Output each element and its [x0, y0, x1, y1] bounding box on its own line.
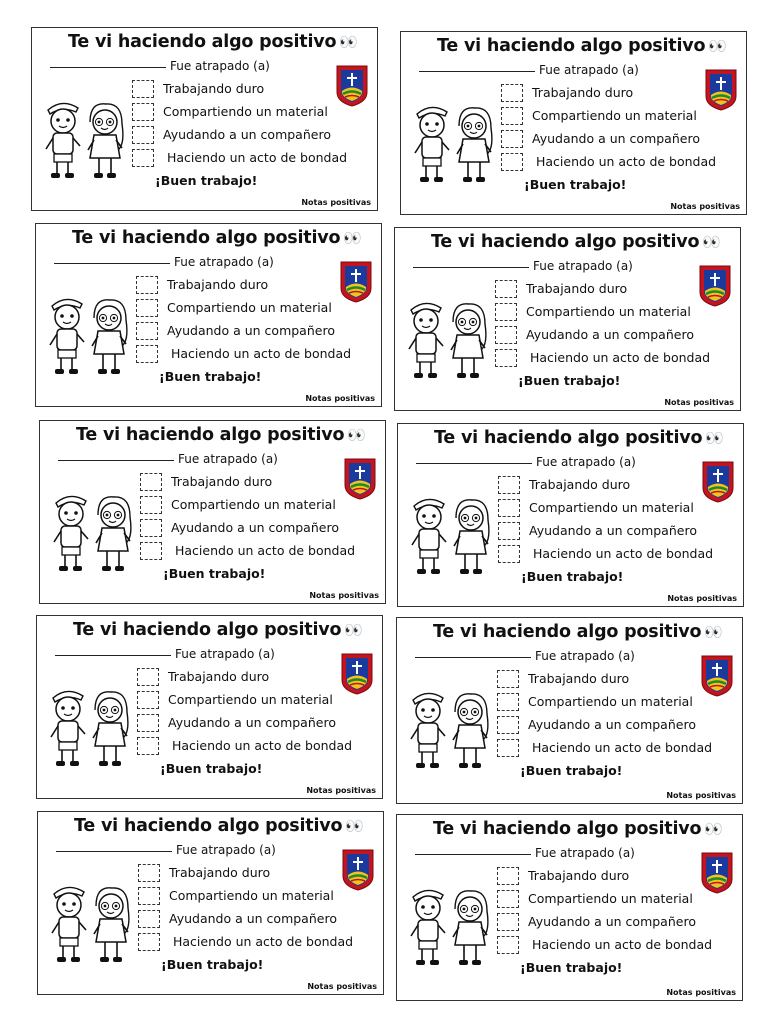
positive-note-card [39, 420, 386, 604]
school-crest-icon [700, 851, 734, 895]
school-crest-icon [335, 64, 369, 108]
school-crest-icon [339, 260, 373, 304]
children-illustration [46, 487, 142, 573]
checkbox[interactable] [136, 276, 158, 294]
school-crest-icon [701, 460, 735, 504]
praise-text: ¡Buen trabajo! [163, 566, 266, 581]
checkbox[interactable] [497, 867, 519, 885]
checkbox[interactable] [498, 476, 520, 494]
praise-text: ¡Buen trabajo! [524, 177, 627, 192]
student-name-line[interactable] [415, 854, 531, 855]
card-title: Te vi haciendo algo positivo 👀 [437, 36, 727, 56]
praise-text: ¡Buen trabajo! [518, 373, 621, 388]
checkbox[interactable] [497, 890, 519, 908]
option-label: Ayudando a un compañero [169, 911, 337, 926]
option-label: Ayudando a un compañero [526, 327, 694, 342]
caught-label: Fue atrapado (a) [535, 649, 635, 663]
praise-text: ¡Buen trabajo! [160, 761, 263, 776]
checkbox[interactable] [132, 149, 154, 167]
children-illustration [38, 94, 134, 180]
option-label: Trabajando duro [168, 669, 270, 684]
checkbox[interactable] [138, 933, 160, 951]
school-crest-icon [340, 652, 374, 696]
checkbox[interactable] [497, 716, 519, 734]
eyes-icon: 👀 [708, 37, 727, 55]
footer-label: Notas positivas [667, 594, 737, 603]
option-label: Haciendo un acto de bondad [175, 543, 356, 558]
card-title: Te vi haciendo algo positivo 👀 [431, 232, 721, 252]
student-name-line[interactable] [413, 267, 529, 268]
checkbox[interactable] [501, 153, 523, 171]
checkbox[interactable] [140, 542, 162, 560]
option-label: Compartiendo un material [528, 891, 693, 906]
positive-note-card [396, 617, 743, 804]
children-illustration [44, 878, 140, 964]
option-label: Trabajando duro [529, 477, 631, 492]
eyes-icon: 👀 [705, 429, 724, 447]
option-label: Trabajando duro [528, 868, 630, 883]
positive-note-card [394, 227, 741, 411]
eyes-icon: 👀 [343, 229, 362, 247]
option-label: Compartiendo un material [163, 104, 328, 119]
school-crest-icon [341, 848, 375, 892]
footer-label: Notas positivas [306, 786, 376, 795]
option-label: Ayudando a un compañero [528, 717, 696, 732]
option-label: Haciendo un acto de bondad [171, 346, 352, 361]
footer-label: Notas positivas [307, 982, 377, 991]
school-crest-icon [700, 654, 734, 698]
option-label: Ayudando a un compañero [168, 715, 336, 730]
caught-label: Fue atrapado (a) [170, 59, 270, 73]
checkbox[interactable] [137, 737, 159, 755]
option-label: Haciendo un acto de bondad [536, 154, 717, 169]
positive-note-card [396, 814, 743, 1001]
eyes-icon: 👀 [345, 817, 364, 835]
checkbox[interactable] [498, 545, 520, 563]
praise-text: ¡Buen trabajo! [159, 369, 262, 384]
checkbox[interactable] [140, 473, 162, 491]
student-name-line[interactable] [55, 655, 171, 656]
checkbox[interactable] [497, 739, 519, 757]
checkbox[interactable] [137, 691, 159, 709]
caught-label: Fue atrapado (a) [174, 255, 274, 269]
option-label: Haciendo un acto de bondad [532, 937, 713, 952]
checkbox[interactable] [495, 280, 517, 298]
option-label: Compartiendo un material [532, 108, 697, 123]
praise-text: ¡Buen trabajo! [161, 957, 264, 972]
checkbox[interactable] [501, 107, 523, 125]
positive-note-card [35, 223, 382, 407]
option-label: Ayudando a un compañero [163, 127, 331, 142]
footer-label: Notas positivas [305, 394, 375, 403]
eyes-icon: 👀 [347, 426, 366, 444]
children-illustration [403, 684, 499, 770]
student-name-line[interactable] [54, 263, 170, 264]
option-label: Haciendo un acto de bondad [530, 350, 711, 365]
eyes-icon: 👀 [704, 623, 723, 641]
checkbox[interactable] [498, 499, 520, 517]
student-name-line[interactable] [415, 657, 531, 658]
card-title: Te vi haciendo algo positivo 👀 [434, 428, 724, 448]
student-name-line[interactable] [419, 71, 535, 72]
option-label: Ayudando a un compañero [532, 131, 700, 146]
positive-note-card [37, 811, 384, 995]
eyes-icon: 👀 [339, 33, 358, 51]
checkbox[interactable] [497, 936, 519, 954]
student-name-line[interactable] [416, 463, 532, 464]
option-label: Haciendo un acto de bondad [167, 150, 348, 165]
caught-label: Fue atrapado (a) [176, 843, 276, 857]
footer-label: Notas positivas [309, 591, 379, 600]
student-name-line[interactable] [58, 460, 174, 461]
checkbox[interactable] [501, 130, 523, 148]
checkbox[interactable] [132, 103, 154, 121]
option-label: Compartiendo un material [526, 304, 691, 319]
praise-text: ¡Buen trabajo! [520, 763, 623, 778]
caught-label: Fue atrapado (a) [533, 259, 633, 273]
positive-note-card [400, 31, 747, 215]
footer-label: Notas positivas [664, 398, 734, 407]
positive-note-card [36, 615, 383, 799]
option-label: Compartiendo un material [167, 300, 332, 315]
option-label: Trabajando duro [167, 277, 269, 292]
praise-text: ¡Buen trabajo! [520, 960, 623, 975]
option-label: Haciendo un acto de bondad [172, 738, 353, 753]
checkbox[interactable] [495, 303, 517, 321]
card-title: Te vi haciendo algo positivo 👀 [68, 32, 358, 52]
card-title: Te vi haciendo algo positivo 👀 [433, 819, 723, 839]
checkbox[interactable] [136, 322, 158, 340]
checkbox[interactable] [501, 84, 523, 102]
children-illustration [42, 290, 138, 376]
school-crest-icon [704, 68, 738, 112]
option-label: Trabajando duro [169, 865, 271, 880]
checkbox[interactable] [132, 126, 154, 144]
checkbox[interactable] [138, 887, 160, 905]
card-title: Te vi haciendo algo positivo 👀 [73, 620, 363, 640]
option-label: Trabajando duro [526, 281, 628, 296]
caught-label: Fue atrapado (a) [178, 452, 278, 466]
eyes-icon: 👀 [704, 820, 723, 838]
children-illustration [401, 294, 497, 380]
positive-note-card [31, 27, 378, 211]
footer-label: Notas positivas [666, 791, 736, 800]
praise-text: ¡Buen trabajo! [521, 569, 624, 584]
card-title: Te vi haciendo algo positivo 👀 [74, 816, 364, 836]
option-label: Ayudando a un compañero [167, 323, 335, 338]
checkbox[interactable] [138, 864, 160, 882]
checkbox[interactable] [137, 714, 159, 732]
option-label: Trabajando duro [171, 474, 273, 489]
card-title: Te vi haciendo algo positivo 👀 [72, 228, 362, 248]
checkbox[interactable] [136, 345, 158, 363]
option-label: Compartiendo un material [171, 497, 336, 512]
checkbox[interactable] [497, 913, 519, 931]
footer-label: Notas positivas [301, 198, 371, 207]
children-illustration [403, 881, 499, 967]
checkbox[interactable] [132, 80, 154, 98]
checkbox[interactable] [140, 496, 162, 514]
school-crest-icon [343, 457, 377, 501]
option-label: Trabajando duro [163, 81, 265, 96]
option-label: Compartiendo un material [529, 500, 694, 515]
option-label: Compartiendo un material [169, 888, 334, 903]
checkbox[interactable] [495, 349, 517, 367]
option-label: Haciendo un acto de bondad [173, 934, 354, 949]
footer-label: Notas positivas [666, 988, 736, 997]
footer-label: Notas positivas [670, 202, 740, 211]
school-crest-icon [698, 264, 732, 308]
praise-text: ¡Buen trabajo! [155, 173, 258, 188]
checkbox[interactable] [138, 910, 160, 928]
option-label: Trabajando duro [528, 671, 630, 686]
checkbox[interactable] [497, 670, 519, 688]
option-label: Compartiendo un material [168, 692, 333, 707]
caught-label: Fue atrapado (a) [539, 63, 639, 77]
option-label: Compartiendo un material [528, 694, 693, 709]
children-illustration [407, 98, 503, 184]
children-illustration [404, 490, 500, 576]
children-illustration [43, 682, 139, 768]
student-name-line[interactable] [56, 851, 172, 852]
option-label: Ayudando a un compañero [529, 523, 697, 538]
caught-label: Fue atrapado (a) [535, 846, 635, 860]
card-title: Te vi haciendo algo positivo 👀 [433, 622, 723, 642]
checkbox[interactable] [497, 693, 519, 711]
positive-note-card [397, 423, 744, 607]
option-label: Haciendo un acto de bondad [532, 740, 713, 755]
checkbox[interactable] [498, 522, 520, 540]
eyes-icon: 👀 [702, 233, 721, 251]
option-label: Ayudando a un compañero [171, 520, 339, 535]
card-title: Te vi haciendo algo positivo 👀 [76, 425, 366, 445]
checkbox[interactable] [137, 668, 159, 686]
option-label: Haciendo un acto de bondad [533, 546, 714, 561]
checkbox[interactable] [136, 299, 158, 317]
caught-label: Fue atrapado (a) [536, 455, 636, 469]
checkbox[interactable] [140, 519, 162, 537]
eyes-icon: 👀 [344, 621, 363, 639]
caught-label: Fue atrapado (a) [175, 647, 275, 661]
checkbox[interactable] [495, 326, 517, 344]
option-label: Trabajando duro [532, 85, 634, 100]
option-label: Ayudando a un compañero [528, 914, 696, 929]
student-name-line[interactable] [50, 67, 166, 68]
